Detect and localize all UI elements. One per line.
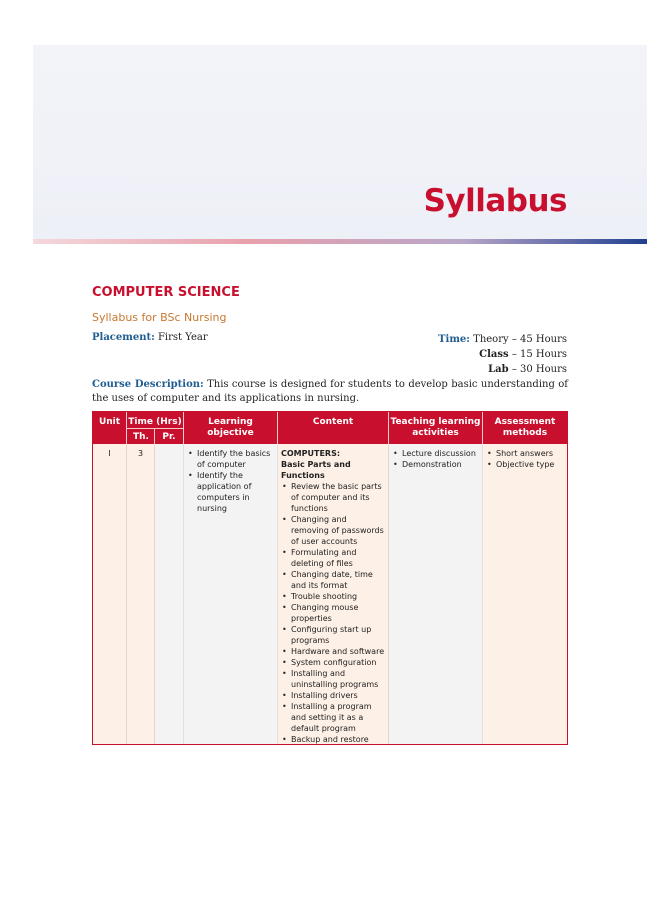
content-heading: COMPUTERS: [281,449,341,458]
list-item: • Installing and uninstalling programs [281,668,387,690]
placement-value: First Year [157,332,208,343]
lab-label: Lab [488,364,509,375]
header-divider [33,239,647,244]
table-header [93,412,567,444]
list-item: • Identify the basics of computer [187,448,275,470]
header-time: Time (Hrs) [128,417,182,427]
list-item: • Trouble shooting [281,591,387,602]
header-activities-2: activities [412,428,459,438]
header-assessment-2: methods [502,428,548,438]
page-title: Syllabus [423,183,567,219]
column-objective [184,444,278,744]
header-content: Content [312,417,354,427]
header-pr: Pr. [162,432,176,442]
column-content [278,444,389,744]
header-assessment-1: Assessment [494,417,556,427]
subject-subtitle: Syllabus for BSc Nursing [92,311,227,324]
header-th: Th. [133,432,149,442]
list-item: • Lecture discussion [392,448,480,459]
subject-title: COMPUTER SCIENCE [92,285,240,300]
objective-list [187,448,275,514]
list-item: • Objective type [486,459,566,470]
list-item: • Hardware and software [281,646,387,657]
list-item: • Changing date, time and its format [281,569,387,591]
assessment-list [486,448,566,470]
column-pr [155,444,184,744]
header-objective: Learning objective [207,417,254,438]
column-unit [93,444,127,744]
course-description [92,378,568,406]
list-item: • Identify the application of computers in nursing [187,470,275,514]
syllabus-table [92,411,568,745]
time-theory: Theory – 45 Hours [473,334,567,345]
list-item: • Installing drivers [281,690,387,701]
placement-label: Placement: [92,332,155,343]
th-value: 3 [137,449,144,458]
header-activities-1: Teaching learning [390,417,481,427]
list-item: • Configuring start up programs [281,624,387,646]
time-block [438,332,567,377]
list-item: • Formulating and deleting of files [281,547,387,569]
list-item: • Backup and restore [281,734,387,745]
list-item: • Demonstration [392,459,480,470]
column-assessment [483,444,567,744]
placement [92,332,208,343]
header-unit: Unit [98,417,121,427]
activities-list [392,448,480,470]
class-value: – 15 Hours [511,349,567,360]
course-description-label: Course Description: [92,379,204,390]
list-item: • Changing mouse properties [281,602,387,624]
column-activities [389,444,483,744]
column-th [127,444,155,744]
lab-value: – 30 Hours [511,364,567,375]
list-item: • Installing a program and setting it as a default program [281,701,387,734]
time-label: Time: [438,334,470,345]
list-item: • System configuration [281,657,387,668]
content-cell [281,448,387,745]
course-description-text: This course is designed for students to develop basic understanding of the uses of computer and its applications in nursing. [92,379,568,404]
content-list [281,481,387,745]
unit-value: I [108,449,111,458]
list-item: • Changing and removing of passwords of user accounts [281,514,387,547]
class-label: Class [479,349,509,360]
list-item: • Short answers [486,448,566,459]
content-subheading: Basic Parts and Functions [281,460,351,480]
list-item: • Review the basic parts of computer and its functions [281,481,387,514]
